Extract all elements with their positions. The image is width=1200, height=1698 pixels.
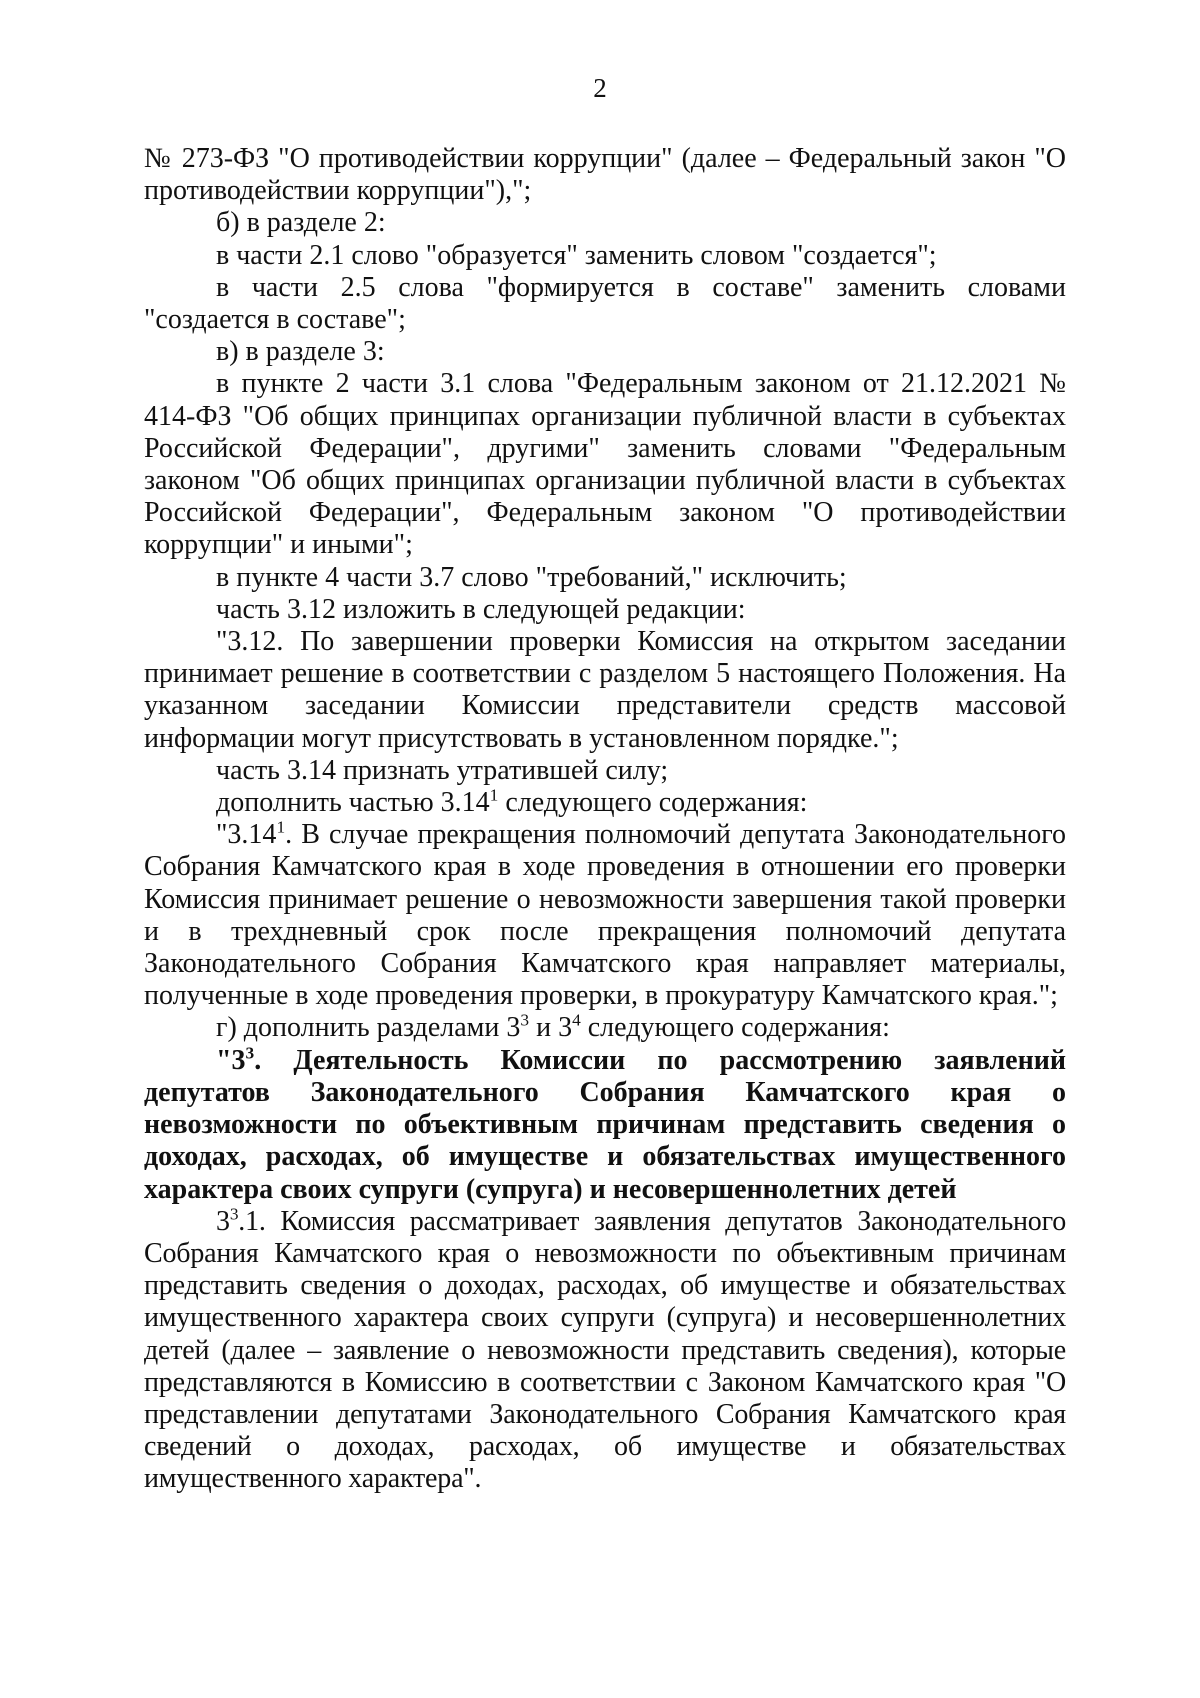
paragraph-3-3-1 (144, 1203, 1066, 1496)
superscript: 3 (245, 1042, 255, 1062)
text-run: и 3 (529, 1012, 573, 1044)
text-run: следующего содержания: (580, 1012, 890, 1044)
superscript: 3 (229, 1203, 239, 1223)
superscript: 1 (489, 785, 499, 805)
text-run: "3 (216, 1044, 246, 1076)
paragraph-add-part (144, 787, 1066, 819)
text-run: г) дополнить разделами 3 (216, 1012, 521, 1044)
paragraph: в пункте 2 части 3.1 слова "Федеральным законом от 21.12.2021 № 414-ФЗ "Об общих принципах организации публичной власти в субъектах Российской Федерации", другими" заменить словами "Федеральным законом "Об общих принципах организации публичной власти в субъектах Российской Федерации", Федеральным законом "О противодействии коррупции" и иными"; (144, 368, 1066, 561)
text-run: . Деятельность Комиссии по рассмотрению заявлений депутатов Законодательного Собрания Камчатского края о невозможности по объективным причинам представить сведения о доходах, расходах, об имуществе и обязательствах имущественного характера своих супруги (супруга) и несовершеннолетних детей (144, 1044, 1066, 1205)
page-number: 2 (593, 73, 607, 103)
document-body (144, 143, 1066, 1496)
paragraph: в части 2.1 слово "образуется" заменить словом "создается"; (216, 239, 937, 271)
section-title (144, 1042, 1066, 1206)
paragraph-add-sections (144, 1012, 1066, 1044)
paragraph: № 273-ФЗ "О противодействии коррупции" (далее – Федеральный закон "О противодействии коррупции"),"; (144, 143, 1066, 207)
text-run: "3.14 (216, 819, 277, 851)
text-run: следующего содержания: (498, 787, 808, 819)
paragraph: часть 3.14 признать утратившей силу; (216, 754, 669, 786)
paragraph: в) в разделе 3: (216, 336, 385, 368)
paragraph: "3.12. По завершении проверки Комиссия на открытом заседании принимает решение в соответствии с разделом 5 настоящего Положения. На указанном заседании Комиссии представители средств массовой информации могут присутствовать в установленном порядке."; (144, 626, 1066, 754)
paragraph: в части 2.5 слова "формируется в составе" заменить словами "создается в составе"; (144, 271, 1066, 336)
paragraph: б) в разделе 2: (216, 207, 386, 239)
text-run: . В случае прекращения полномочий депутата Законодательного Собрания Камчатского края в ходе проведения в отношении его проверки Комиссия принимает решение о невозможности завершения такой проверки и в трехдневный срок после прекращения полномочий депутата Законодательного Собрания Камчатского края направляет материалы, полученные в ходе проведения проверки, в прокуратуру Камчатского края."; (144, 819, 1066, 1012)
superscript: 4 (572, 1010, 581, 1030)
superscript: 3 (520, 1010, 530, 1030)
paragraph: часть 3.12 изложить в следующей редакции: (216, 593, 746, 625)
text-run: дополнить частью 3.14 (216, 787, 490, 819)
paragraph-part-3-14-1 (144, 819, 1066, 1012)
superscript: 1 (276, 817, 286, 837)
text-run: 3 (216, 1205, 230, 1237)
paragraph: в пункте 4 части 3.7 слово "требований," исключить; (216, 561, 847, 593)
text-run: .1. Комиссия рассматривает заявления депутатов Законодательного Собрания Камчатского края о невозможности по объективным причинам представить сведения о доходах, расходах, об имуществе и обязательствах имущественного характера своих супруги (супруга) и несовершеннолетних детей (далее – заявление о невозможности представить сведения), которые представляются в Комиссию в соответствии с Законом Камчатского края "О представлении депутатами Законодательного Собрания Камчатского края сведений о доходах, расходах, об имуществе и обязательствах имущественного характера". (144, 1205, 1066, 1495)
